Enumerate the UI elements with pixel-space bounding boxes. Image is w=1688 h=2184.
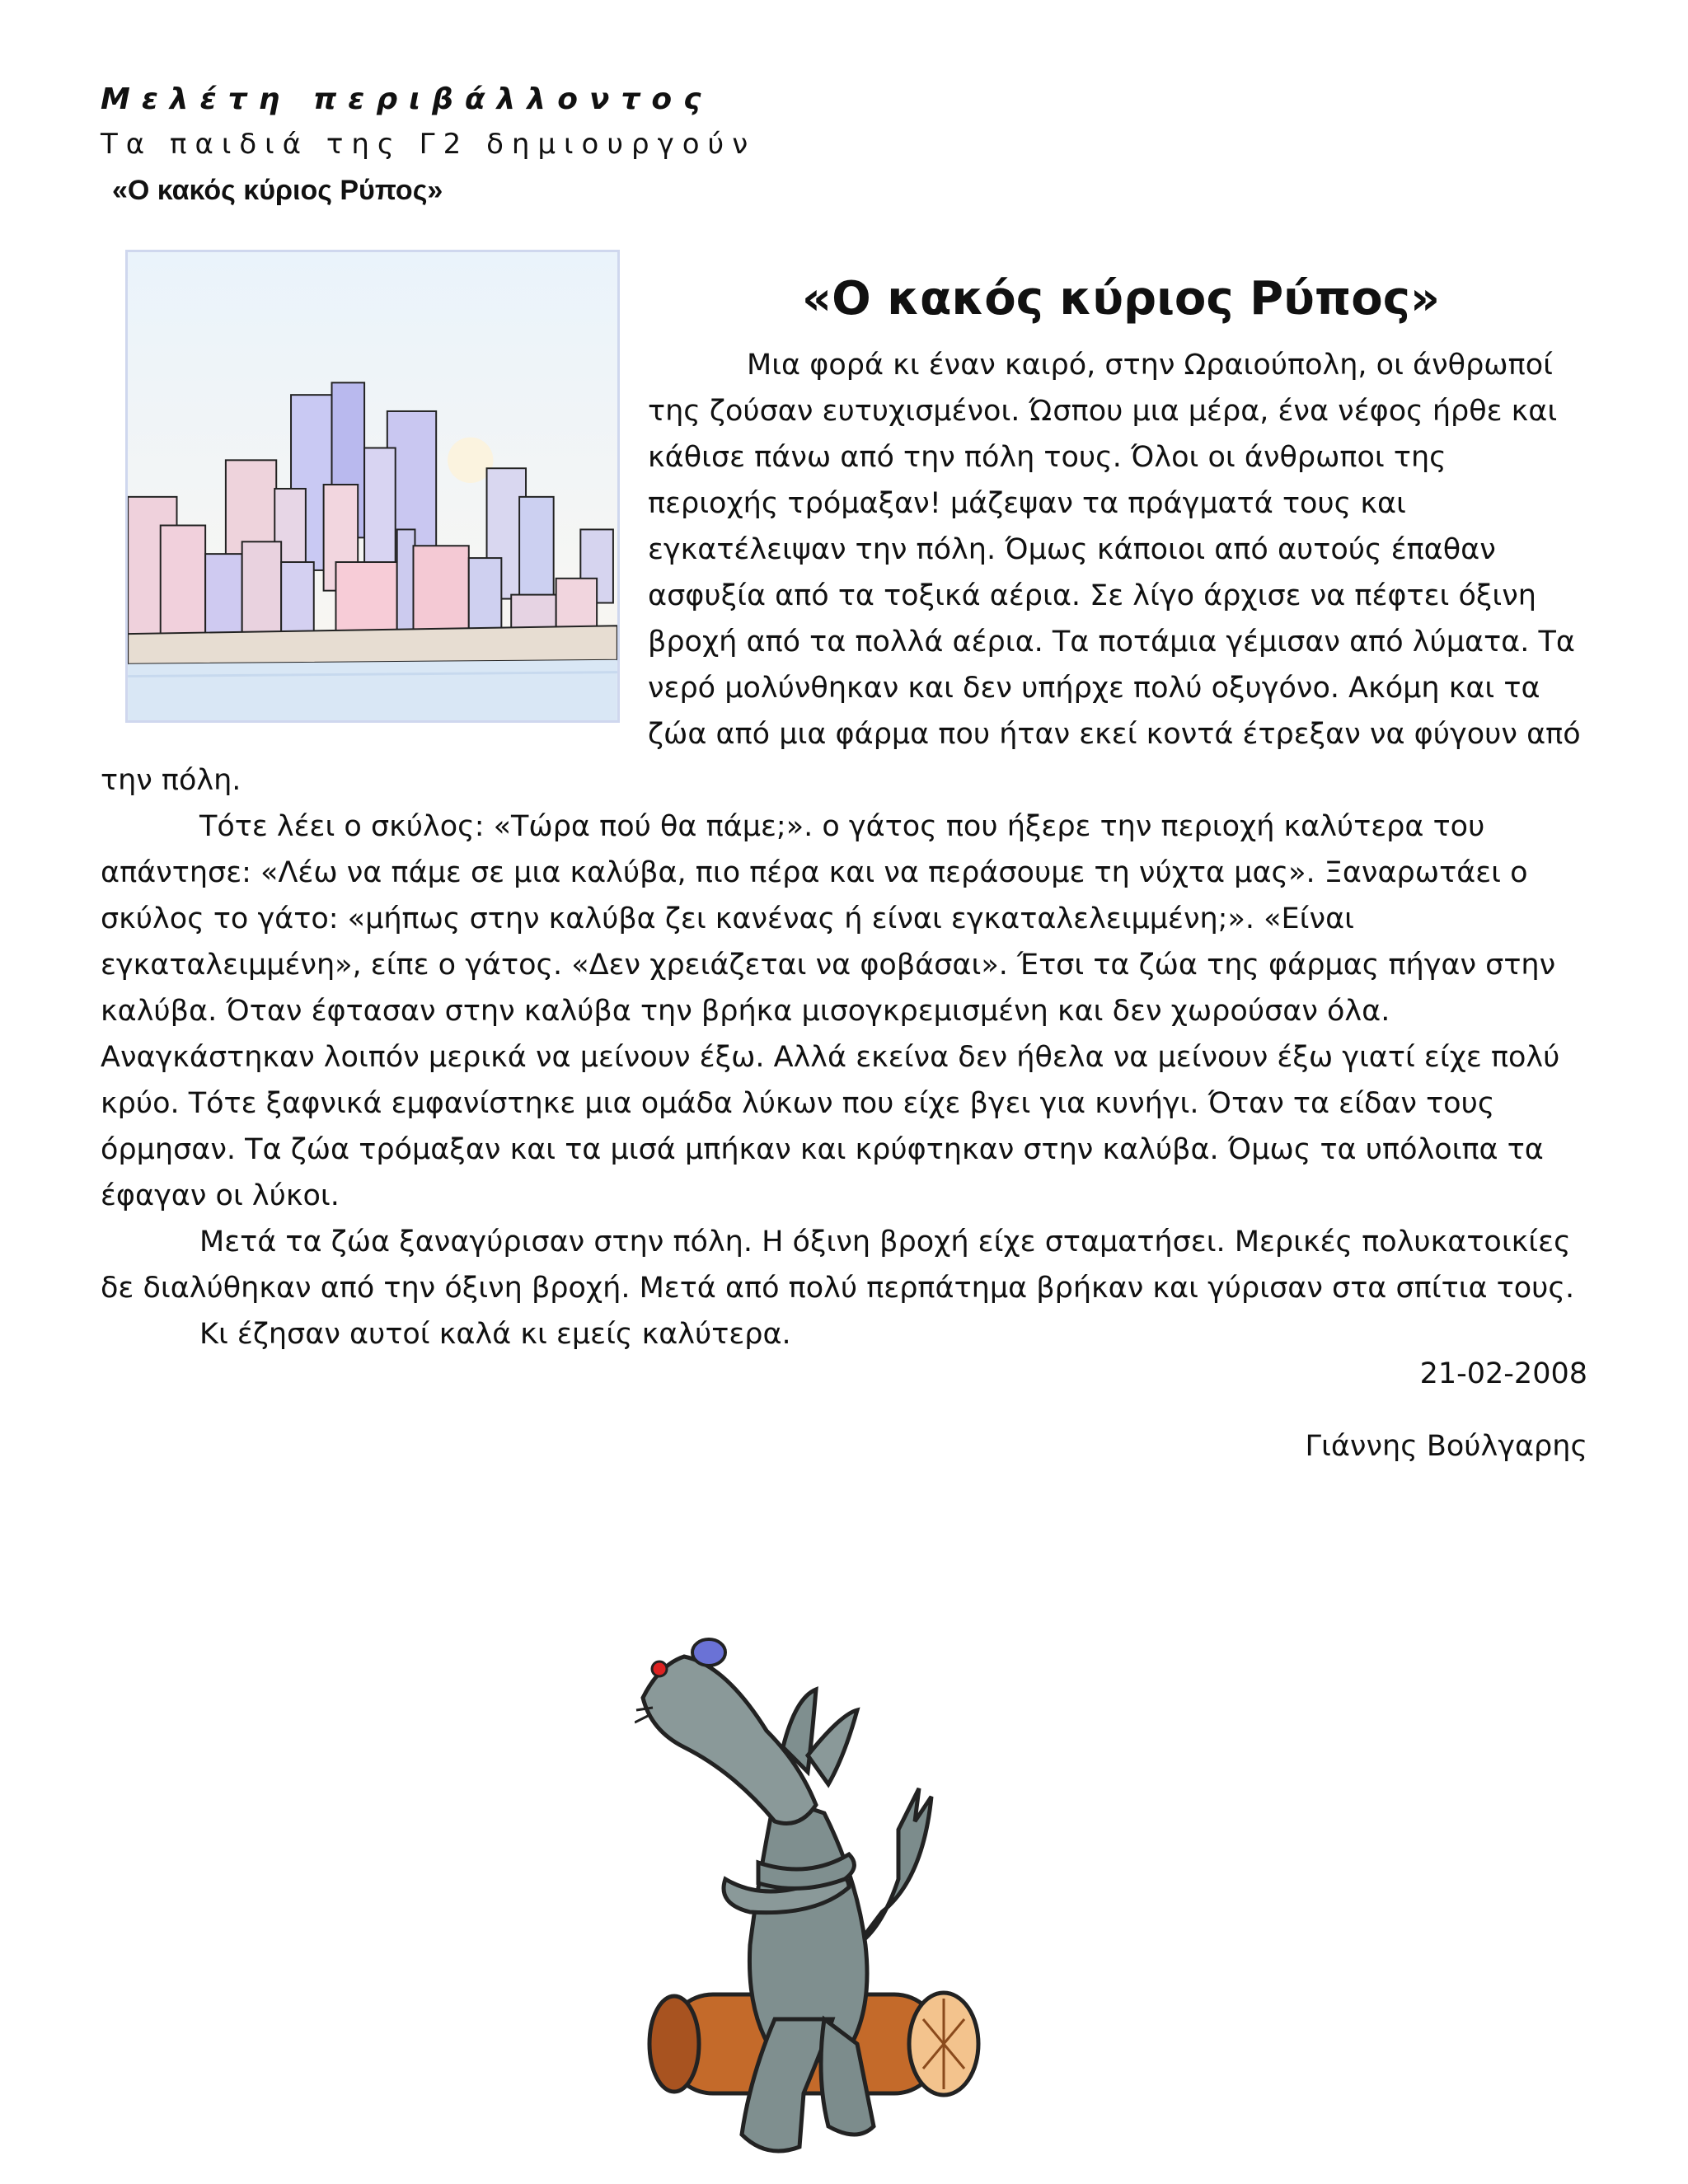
text-line: νερό μολύνθηκαν και δεν υπήρχε πολύ οξυγόνο. Ακόμη και τα xyxy=(648,672,1540,705)
text-line: της ζούσαν ευτυχισμένοι. Ώσπου μια μέρα, ένα νέφος ήρθε και xyxy=(648,395,1558,428)
text-line: ζώα από μια φάρμα που ήταν εκεί κοντά έτρεξαν να φύγουν από xyxy=(648,718,1581,751)
story-title: «Ο κακός κύριος Ρύπος» xyxy=(801,272,1441,326)
text-line: Αναγκάστηκαν λοιπόν μερικά να μείνουν έξω. Αλλά εκείνα δεν ήθελα να μείνουν έξω γιατί είχε πολύ xyxy=(101,1041,1560,1074)
text-line: απάντησε: «Λέω να πάμε σε μια καλύβα, πιο πέρα και να περάσουμε τη νύχτα μας». Ξαναρωτάει ο xyxy=(101,856,1528,889)
story-paragraph-1 xyxy=(648,342,1587,757)
class-line: Τα παιδιά της Γ2 δημιουργούν xyxy=(101,128,757,161)
author-name: Γιάννης Βούλγαρης xyxy=(1305,1430,1587,1463)
story-paragraph-1-end: την πόλη. xyxy=(101,764,241,797)
text-line: Μετά τα ζώα ξαναγύρισαν στην πόλη. Η όξινη βροχή είχε σταματήσει. Μερικές πολυκατοικίες xyxy=(199,1226,1571,1258)
text-line: εγκατέλειψαν την πόλη. Όμως κάποιοι από αυτούς έπαθαν xyxy=(648,533,1496,566)
story-body xyxy=(101,804,1584,1357)
text-line: καλύβα. Όταν έφτασαν στην καλύβα την βρήκα μισογκρεμισμένη και δεν χωρούσαν όλα. xyxy=(101,995,1390,1028)
text-line: δε διαλύθηκαν από την όξινη βροχή. Μετά από πολύ περπάτημα βρήκαν και γύρισαν στα σπίτια τους. xyxy=(101,1272,1575,1305)
text-line: σκύλος το γάτο: «μήπως στην καλύβα ζει κανένας ή είναι εγκαταλελειμμένη;». «Είναι xyxy=(101,902,1354,935)
subject-heading: Μελέτη περιβάλλοντος xyxy=(101,82,713,116)
text-line: ασφυξία από τα τοξικά αέρια. Σε λίγο άρχισε να πέφτει όξινη xyxy=(648,579,1536,612)
text-line: Τότε λέει ο σκύλος: «Τώρα πού θα πάμε;». ο γάτος που ήξερε την περιοχή καλύτερα του xyxy=(199,810,1485,843)
text-line: Μια φορά κι έναν καιρό, στην Ωραιούπολη, οι άνθρωποί xyxy=(747,349,1553,382)
text-line: εγκαταλειμμένη», είπε ο γάτος. «Δεν χρειάζεται να φοβάσαι». Έτσι τα ζώα της φάρμας πήγαν στην xyxy=(101,949,1556,982)
text-line: έφαγαν οι λύκοι. xyxy=(101,1179,340,1212)
text-line: βροχή από τα πολλά αέρια. Τα ποτάμια γέμισαν από λύματα. Τα xyxy=(648,626,1575,658)
text-line: κάθισε πάνω από την πόλη τους. Όλοι οι άνθρωποι της xyxy=(648,441,1447,474)
text-line: όρμησαν. Τα ζώα τρόμαξαν και τα μισά μπήκαν και κρύφτηκαν στην καλύβα. Όμως τα υπόλοιπα τα xyxy=(101,1133,1544,1166)
story-name-heading: «Ο κακός κύριος Ρύπος» xyxy=(112,175,443,206)
wolf-on-log-image xyxy=(635,1632,997,2176)
city-skyline-image xyxy=(125,250,620,723)
date: 21-02-2008 xyxy=(1419,1357,1587,1390)
text-line: κρύο. Τότε ξαφνικά εμφανίστηκε μια ομάδα λύκων που είχε βγει για κυνήγι. Όταν τα είδαν τους xyxy=(101,1087,1495,1120)
text-line: Κι έζησαν αυτοί καλά κι εμείς καλύτερα. xyxy=(199,1318,791,1351)
text-line: περιοχής τρόμαξαν! μάζεψαν τα πράγματά τους και xyxy=(648,487,1406,520)
